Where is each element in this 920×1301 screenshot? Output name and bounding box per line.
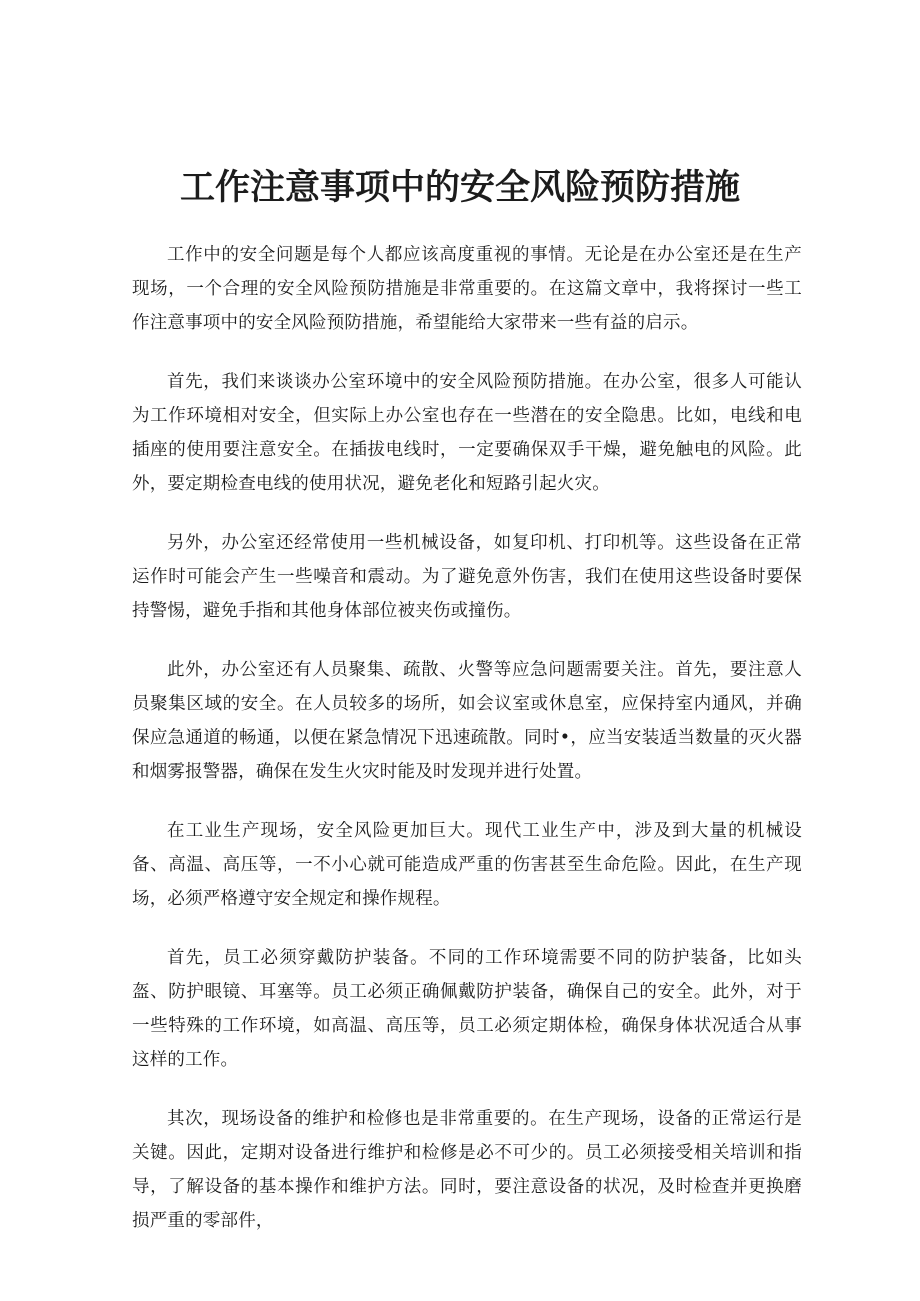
document-body [132, 238, 802, 1263]
paragraph-4: 此外，办公室还有人员聚集、疏散、火警等应急问题需要关注。首先，要注意人员聚集区域的安全。在人员较多的场所，如会议室或休息室，应保持室内通风，并确保应急通道的畅通，以便在紧急情况下迅速疏散。同时•，应当安装适当数量的灭火器和烟雾报警器，确保在发生火灾时能及时发现并进行处置。 [132, 660, 802, 782]
paragraph-5: 在工业生产现场，安全风险更加巨大。现代工业生产中，涉及到大量的机械设备、高温、高压等，一不小心就可能造成严重的伤害甚至生命危险。因此，在生产现场，必须严格遵守安全规定和操作规程。 [132, 821, 802, 909]
document-title: 工作注意事项中的安全风险预防措施 [179, 168, 740, 208]
paragraph-7: 其次，现场设备的维护和检修也是非常重要的。在生产现场，设备的正常运行是关键。因此，定期对设备进行维护和检修是必不可少的。员工必须接受相关培训和指导，了解设备的基本操作和维护方法。同时，要注意设备的状况，及时检查并更换磨损严重的零部件， [132, 1109, 802, 1231]
paragraph-6: 首先，员工必须穿戴防护装备。不同的工作环境需要不同的防护装备，比如头盔、防护眼镜、耳塞等。员工必须正确佩戴防护装备，确保自己的安全。此外，对于一些特殊的工作环境，如高温、高压等，员工必须定期体检，确保身体状况适合从事这样的工作。 [132, 948, 802, 1070]
paragraph-1: 工作中的安全问题是每个人都应该高度重视的事情。无论是在办公室还是在生产现场，一个合理的安全风险预防措施是非常重要的。在这篇文章中，我将探讨一些工作注意事项中的安全风险预防措施，希望能给大家带来一些有益的启示。 [132, 245, 802, 333]
paragraph-2: 首先，我们来谈谈办公室环境中的安全风险预防措施。在办公室，很多人可能认为工作环境相对安全，但实际上办公室也存在一些潜在的安全隐患。比如，电线和电插座的使用要注意安全。在插拔电线时，一定要确保双手干燥，避免触电的风险。此外，要定期检查电线的使用状况，避免老化和短路引起火灾。 [132, 372, 802, 494]
paragraph-3: 另外，办公室还经常使用一些机械设备，如复印机、打印机等。这些设备在正常运作时可能会产生一些噪音和震动。为了避免意外伤害，我们在使用这些设备时要保持警惕，避免手指和其他身体部位被夹伤或撞伤。 [132, 533, 802, 621]
